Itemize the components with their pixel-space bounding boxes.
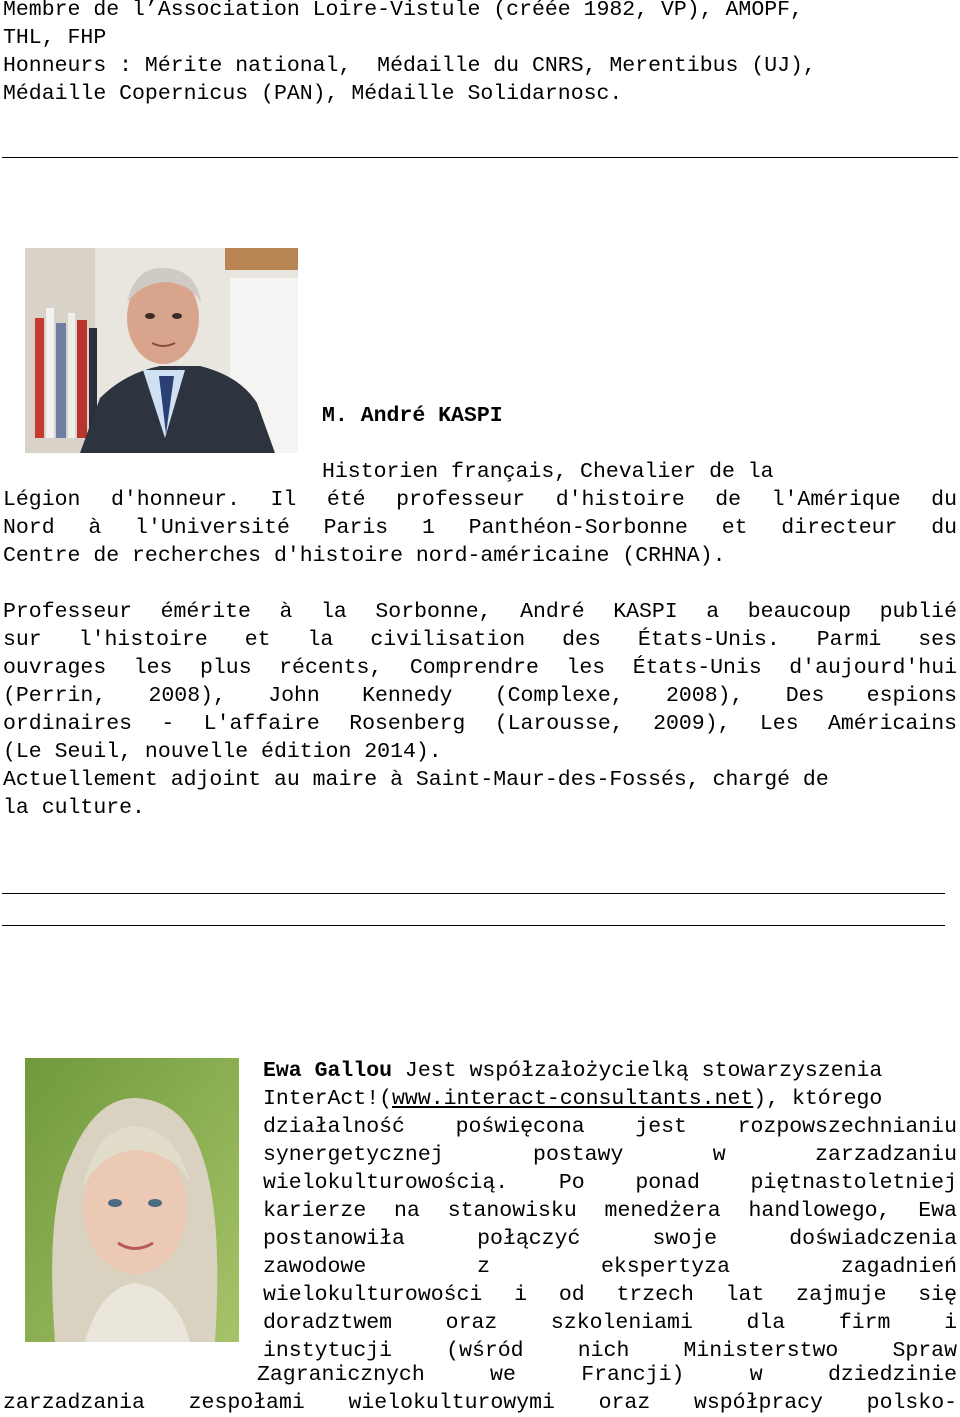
text-line: Nord à l'Université Paris 1 Panthéon-Sorbonne et directeur du (3, 516, 957, 540)
kaspi-paragraph-1 (3, 486, 957, 570)
text-line: zawodowe z ekspertyza zagadnień (263, 1255, 957, 1279)
intro-text: Jest współzałożycielką stowarzyszenia (392, 1059, 883, 1083)
text-line: zarzadzania zespołami wielokulturowymi oraz współpracy polsko- (3, 1391, 957, 1415)
website-link[interactable]: www.interact-consultants.net (392, 1087, 754, 1111)
text-line: THL, FHP (3, 26, 107, 50)
text-line: instytucji (wśród nich Ministerstwo Spraw (263, 1339, 957, 1363)
text-line (263, 1085, 957, 1113)
text-line: wielokulturowością. Po ponad piętnastoletniej (263, 1171, 957, 1195)
top-section (3, 0, 960, 108)
portrait-photo-kaspi (25, 248, 298, 453)
text-fragment: InterAct!( (263, 1087, 393, 1111)
person-name: M. André KASPI (322, 404, 503, 428)
text-line (263, 1057, 957, 1085)
text-line: postanowiła połączyć swoje doświadczenia (263, 1227, 957, 1251)
text-line: Actuellement adjoint au maire à Saint-Maur-des-Fossés, chargé de (3, 768, 829, 792)
text-line: Historien français, Chevalier de la (322, 460, 774, 484)
text-line: Honneurs : Mérite national, Médaille du CNRS, Merentibus (UJ), (3, 54, 816, 78)
text-line: ordinaires - L'affaire Rosenberg (Larousse, 2009), Les Américains (3, 712, 957, 736)
text-line: sur l'histoire et la civilisation des États-Unis. Parmi ses (3, 628, 957, 652)
text-line: doradztwem oraz szkoleniami dla firm i (263, 1311, 957, 1335)
horizontal-rule (2, 157, 958, 158)
horizontal-rule (2, 925, 945, 926)
text-line: Membre de l’Association Loire-Vistule (créée 1982, VP), AMOPF, (3, 0, 803, 22)
text-line: wielokulturowości i od trzech lat zajmuje się (263, 1283, 957, 1307)
text-line: Médaille Copernicus (PAN), Médaille Solidarnosc. (3, 82, 623, 106)
horizontal-rule (2, 893, 945, 894)
text-fragment: ), którego (753, 1087, 883, 1111)
kaspi-paragraph-2 (3, 598, 957, 822)
text-line: la culture. (3, 796, 145, 820)
text-line: (Le Seuil, nouvelle édition 2014). (3, 740, 442, 764)
text-line: karierze na stanowisku menedżera handlowego, Ewa (263, 1199, 957, 1223)
gallou-indented-line (257, 1361, 957, 1389)
kaspi-first-line (322, 458, 957, 486)
gallou-last-line (3, 1389, 957, 1417)
text-line: synergetycznej postawy w zarzadzaniu (263, 1143, 957, 1167)
text-line: działalność poświęcona jest rozpowszechnianiu (263, 1115, 957, 1139)
gallou-paragraph (263, 1057, 957, 1365)
text-line: (Perrin, 2008), John Kennedy (Complexe, 2008), Des espions (3, 684, 957, 708)
portrait-photo-gallou (25, 1058, 239, 1342)
text-line: Professeur émérite à la Sorbonne, André KASPI a beaucoup publié (3, 600, 957, 624)
person-name-kaspi (322, 402, 960, 430)
person-name: Ewa Gallou (263, 1059, 393, 1083)
text-line: Zagranicznych we Francji) w dziedzinie (257, 1363, 957, 1387)
text-line: Légion d'honneur. Il été professeur d'histoire de l'Amérique du (3, 488, 957, 512)
text-line: Centre de recherches d'histoire nord-américaine (CRHNA). (3, 544, 726, 568)
text-line: ouvrages les plus récents, Comprendre les États-Unis d'aujourd'hui (3, 656, 957, 680)
